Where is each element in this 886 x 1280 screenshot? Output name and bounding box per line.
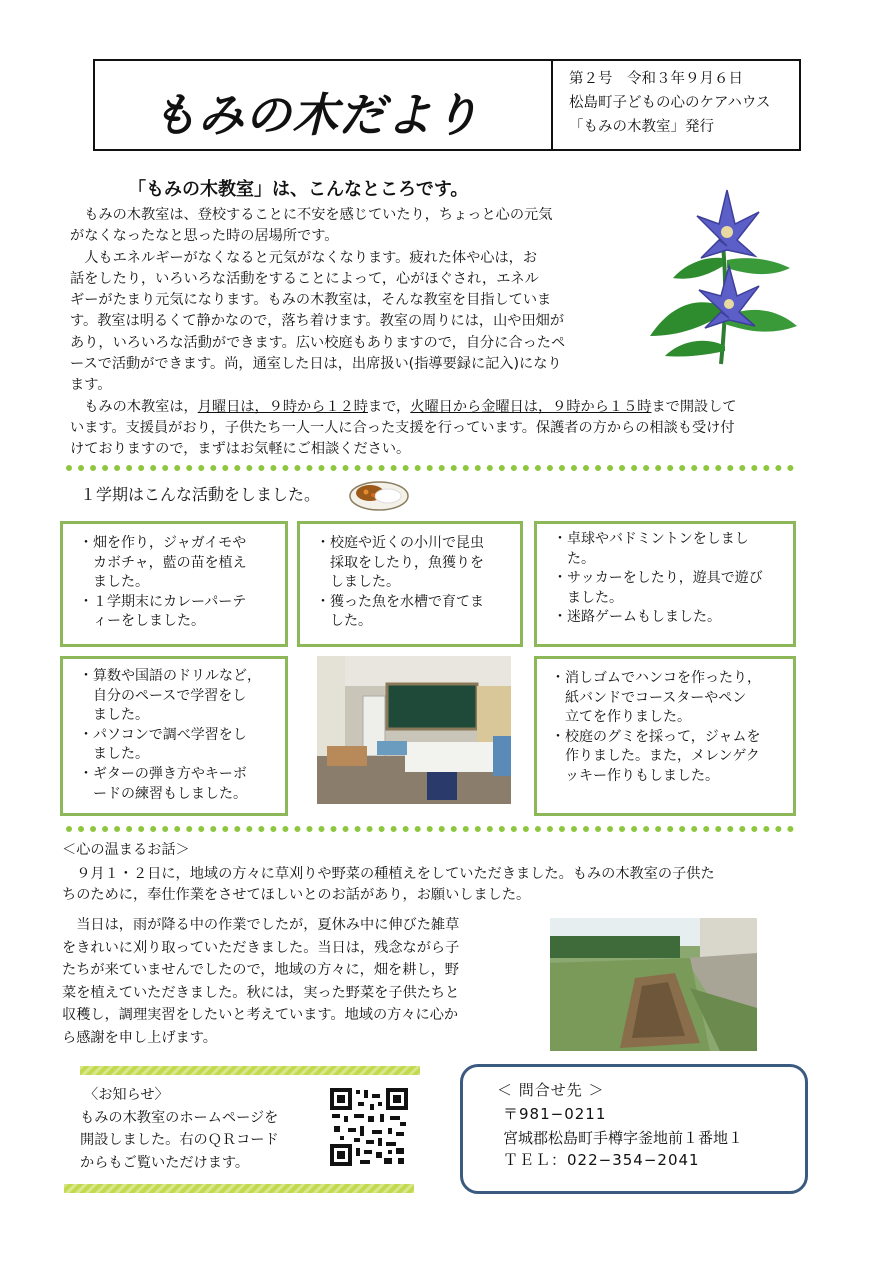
activity-item: ・獲った魚を水槽で育てま: [316, 593, 484, 610]
activity-item: しました。: [330, 574, 400, 591]
activity-box-study: [60, 656, 288, 816]
notice-line: もみの木教室のホームページを: [80, 1109, 279, 1126]
hours-line: [70, 397, 737, 418]
story-line: ちのために，奉仕作業をさせてほしいとのお話があり，お願いしました。: [62, 887, 531, 904]
intro-line: がなくなったなと思った時の居場所です。: [70, 228, 339, 245]
story-heading: ＜心の温まるお話＞: [62, 842, 190, 858]
activity-item: 紙バンドでコースターやペン: [565, 689, 747, 706]
hours-post: まで開設して: [651, 398, 737, 415]
hours-pre: もみの木教室は，: [70, 398, 198, 415]
contact-postal: 〒981−0211: [503, 1105, 607, 1123]
hours-weekday: 火曜日から金曜日は，９時から１５時: [410, 398, 652, 415]
activity-item: ・校庭のグミを採って，ジャムを: [551, 728, 761, 745]
story-line: 当日は，雨が降る中の作業でしたが，夏休み中に伸びた雑草: [62, 917, 460, 933]
activity-item: カボチャ，藍の苗を植え: [93, 554, 247, 571]
story-line: をきれいに刈り取っていただきました。当日は，残念ながら子: [62, 939, 460, 956]
newsletter-title: もみの木だより: [151, 88, 480, 142]
intro-text: [70, 205, 737, 461]
activity-item: ました。: [93, 707, 149, 724]
activity-item: ました。: [567, 589, 623, 606]
activity-box-crafts: [534, 656, 796, 816]
activity-item: ・迷路ゲームもしました。: [553, 609, 721, 626]
intro-line: もみの木教室は、登校することに不安を感じていたり，ちょっと心の元気: [70, 207, 553, 223]
masthead-divider: [551, 61, 553, 149]
story-line: 収穫し，調理実習をしたいと考えています。地域の方々に心か: [62, 1007, 459, 1023]
dotted-divider: [66, 826, 794, 832]
contact-address: 宮城郡松島町手樽字釜地前１番地１: [503, 1129, 744, 1147]
activity-box-insects: [297, 521, 523, 647]
issue-line: 第２号 令和３年９月６日: [569, 71, 743, 87]
dotted-divider: [66, 465, 794, 471]
activity-item: 自分のペースで学習をし: [93, 687, 247, 704]
activity-item: た。: [567, 550, 595, 567]
intro-line: あり，いろいろな活動ができます。広い校庭もありますので，自分に合ったペ: [70, 334, 566, 351]
activity-box-sports: [534, 521, 796, 647]
activity-item: ・サッカーをしたり，遊具で遊び: [553, 570, 763, 587]
notice-line: からもご覧いただけます。: [80, 1154, 250, 1171]
intro-line: います。支援員がおり，子供たち一人一人に合った支援を行っています。保護者の方からの相談も受け付: [70, 419, 735, 436]
hours-monday: 月曜日は，９時から１２時: [197, 398, 368, 415]
issue-info: [569, 67, 770, 139]
story-text-narrow: [62, 914, 459, 1049]
notice-bottom-bar: [64, 1184, 414, 1193]
activity-item: ・卓球やバドミントンをしまし: [553, 531, 749, 547]
activity-item: ました。: [93, 746, 149, 763]
story-line: たちが来ていませんでしたので，地域の方々に，畑を耕し，野: [62, 962, 459, 978]
intro-line: ます。: [70, 377, 112, 394]
activity-item: ました。: [93, 574, 149, 591]
contact-heading: ＜ 問合せ先 ＞: [497, 1081, 605, 1099]
hours-mid: まで，: [367, 398, 411, 415]
issue-line: 松島町子どもの心のケアハウス: [569, 95, 771, 111]
contact-tel[interactable]: ＴＥＬ：022−354−2041: [503, 1151, 700, 1169]
bellflower-illustration: [645, 186, 805, 366]
activity-item: ・校庭や近くの小川で昆虫: [316, 535, 484, 551]
activity-item: ・算数や国語のドリルなど，: [79, 668, 261, 684]
activities-heading: １学期はこんな活動をしました。: [80, 485, 321, 504]
intro-line: 話をしたり，いろいろな活動をすることによって，心がほぐされ，エネル: [70, 270, 539, 287]
story-line: ９月１・２日に，地域の方々に草刈りや野菜の種植えをしていただきました。もみの木教室の子供た: [62, 866, 715, 882]
notice-top-bar: [80, 1066, 420, 1075]
garden-photo: [550, 918, 757, 1051]
activity-item: した。: [330, 613, 372, 630]
activity-item: ・畑を作り，ジャガイモや: [79, 535, 247, 551]
intro-line: す。教室は明るくて静かなので，落ち着けます。教室の周りには，山や田畑が: [70, 313, 565, 330]
activity-box-farming: [60, 521, 288, 647]
curry-rice-icon: [348, 474, 410, 512]
contact-box: [460, 1064, 808, 1194]
notice-text: [80, 1084, 279, 1174]
notice-heading: 〈お知らせ〉: [84, 1087, 169, 1103]
story-text: [62, 864, 715, 907]
activity-item: ・パソコンで調べ学習をし: [79, 726, 247, 743]
intro-heading: 「もみの木教室」は、こんなところです。: [128, 179, 469, 200]
notice-line: 開設しました。右のＱＲコード: [80, 1132, 279, 1148]
story-line: 菜を植えていただきました。秋には，実った野菜を子供たちと: [62, 984, 460, 1001]
intro-line: ースで活動ができます。尚，通室した日は，出席扱い(指導要録に記入)になり: [70, 356, 562, 373]
classroom-photo: [317, 656, 511, 804]
activity-item: ィーをしました。: [93, 613, 205, 630]
activity-item: 作りました。また，メレンゲク: [565, 748, 760, 765]
activity-item: 立てを作りました。: [565, 709, 691, 726]
masthead: [93, 59, 801, 151]
issue-line: 「もみの木教室」発行: [569, 119, 714, 135]
story-line: ら感謝を申し上げます。: [62, 1029, 217, 1046]
activity-item: ードの練習もしました。: [93, 785, 247, 802]
activity-item: ・ギターの弾き方やキーボ: [79, 765, 247, 782]
activity-item: ・１学期末にカレーパーテ: [79, 593, 247, 610]
intro-line: けておりますので，まずはお気軽にご相談ください。: [70, 441, 411, 458]
activity-item: ッキー作りもしました。: [565, 767, 719, 784]
intro-line: 人もエネルギーがなくなると元気がなくなります。疲れた体や心は，お: [70, 249, 538, 266]
activity-item: ・消しゴムでハンコを作ったり，: [551, 670, 761, 686]
activity-item: 採取をしたり，魚獲りを: [330, 554, 484, 571]
intro-line: ギーがたまり元気になります。もみの木教室は，そんな教室を目指していま: [70, 292, 552, 309]
qr-code[interactable]: [330, 1088, 408, 1166]
